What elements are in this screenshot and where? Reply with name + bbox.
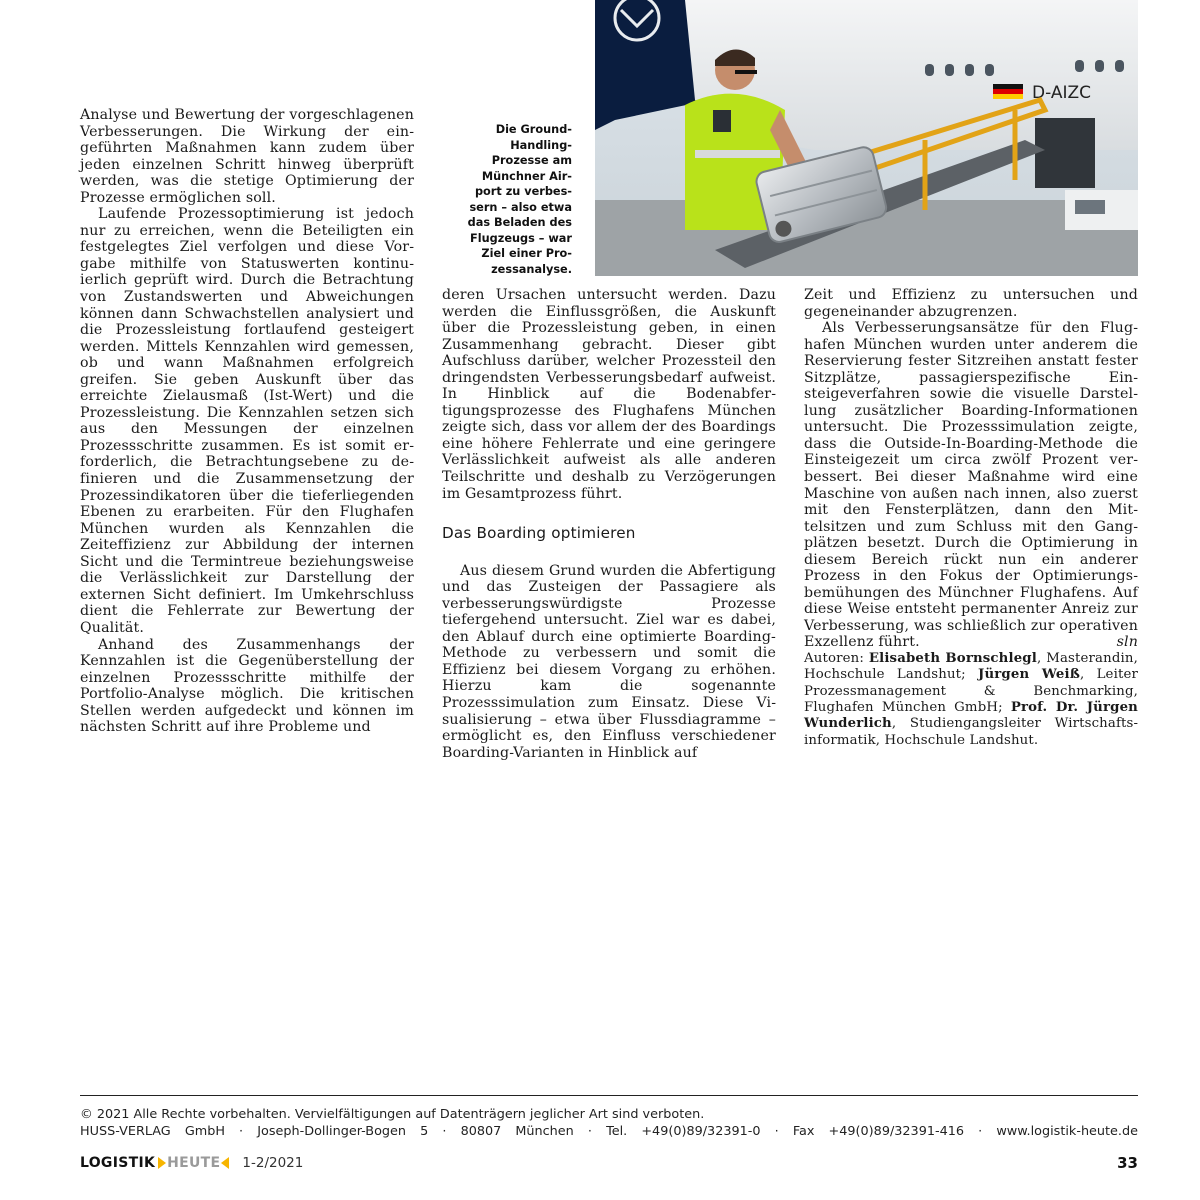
footer-divider <box>80 1095 1138 1096</box>
ground-handling-photo <box>595 0 1138 276</box>
caption-line: zessanalyse. <box>491 262 572 276</box>
caption-line: Die Ground- <box>495 123 572 136</box>
paragraph: deren Ursachen untersucht werden. Dazu werden die Einflussgrößen, die Auskunft über die Prozessleistung geben, in einen Zusammenhang gebracht. Dieser gibt Aufschluss darüber, welcher Prozessteil den dringendsten Verbesserungsbedarf aufweist. In Hinblick auf die Bodenabfertigungsprozesse des Flughafens München zeigte sich, dass vor allem der des Boardings eine höhere Fehlerrate und eine geringere Verlässlichkeit aufweist als alle anderen Teilschritte und deshalb zu Verzögerungen im Gesamtprozess führt. <box>442 287 776 502</box>
caption-line: port zu verbes- <box>474 185 572 198</box>
caption-line: sern – also etwa <box>469 200 572 214</box>
author-name: Elisabeth Bornschlegl <box>868 651 1037 667</box>
paragraph-text: Als Verbesserungsansätze für den Flughafen München wurden unter anderem die Reservierung fester Sitzreihen anstatt fester Sitzplätze, passagierspezifische Einsteigeverfahren sowie die visuelle Darstellung zusätzlicher Boarding-Informationen untersucht. Die Prozesssimulation zeigte, dass die Outside-In-Boarding-Methode die Einsteigezeit um circa zwölf Prozent verbessert. Bei dieser Maßnahme wird eine Maschine von außen nach innen, also zuerst mit den Fensterplätzen, dann den Mittelsitzen und zum Schluss mit den Gangplätzen besetzt. Durch die Optimierung in diesem Bereich rückt nun ein anderer Prozess in den Fokus der Optimierungsbemühungen des Münchner Flughafens. Auf diese Weise entsteht permanenter Anreiz zur Verbesserung, was schließlich zur operativen Exzellenz führt. <box>804 320 1138 651</box>
paragraph: Analyse und Bewertung der vorgeschlagenen Verbesserungen. Die Wirkung der eingeführten Maßnahmen kann zudem über jeden einzelnen Schritt hinweg überprüft werden, was die stetige Optimierung der Prozesse ermöglichen soll. <box>80 107 414 206</box>
brand-arrow-right-icon <box>158 1157 166 1169</box>
paragraph: Laufende Prozessoptimierung ist jedoch nur zu erreichen, wenn die Beteiligten ein festgelegtes Ziel verfolgen und diese Vorgabe mithilfe von Statuswerten kontinuierlich geprüft wird. Durch die Betrachtung von Zustandswerten und Abweichungen können dann Schwachstellen analysiert und die Prozessleistung fortlaufend gesteigert werden. Mittels Kennzahlen wird gemessen, ob und wann Maßnahmen erfolgreich greifen. Sie geben Auskunft über das erreichte Zielausmaß (Ist-Wert) und die Prozessleistung. Die Kennzahlen setzen sich aus den Messungen der einzelnen Prozessschritte zusammen. Es ist somit erforderlich, die Betrachtungsebene zu definieren und die Zusammensetzung der Prozessindikatoren über die tieferliegenden Ebenen zu erarbeiten. Für den Flughafen München wurden als Kennzahlen die Zeiteffizienz zur Abbildung der internen Sicht und die Termintreue beziehungsweise die Verlässlichkeit zur Darstellung der externen Sicht definiert. Im Umkehrschluss dient die Fehlerrate zur Bewertung der Qualität. <box>80 206 414 636</box>
author-role: , Leiter Prozessmanagement & Benchmarking, Flughafen München GmbH; <box>804 667 1138 715</box>
caption-line: das Beladen des <box>467 216 572 229</box>
author-role: , Masterandin, Hochschule Landshut; <box>804 651 1138 683</box>
caption-line: Handling- <box>510 138 572 152</box>
issue-number: 1-2/2021 <box>242 1155 304 1171</box>
paragraph: Zeit und Effizienz zu untersuchen und gegeneinander abzugrenzen. <box>804 287 1138 320</box>
brand-arrow-left-icon <box>221 1157 229 1169</box>
caption-line: Flugzeugs – war <box>470 231 572 245</box>
brand-logistik: LOGISTIK <box>80 1155 156 1171</box>
magazine-brand <box>80 1155 303 1171</box>
paragraph: Aus diesem Grund wurden die Abfertigung und das Zusteigen der Passagiere als verbesserungswürdigste Prozesse tiefergehend untersucht. Ziel war es dabei, den Ablauf durch eine optimierte Boarding-Methode zu verbessern und somit die Effizienz bei diesem Vorgang zu erhöhen. Hierzu kam die sogenannte Prozesssimulation zum Einsatz. Diese Visualisierung – etwa über Flussdiagramme – ermöglicht es, den Einfluss verschiedener Boarding-Varianten in Hinblick auf <box>442 562 776 761</box>
copyright-block <box>80 1106 1138 1140</box>
author-signature: sln <box>1116 634 1138 651</box>
caption-line: Münchner Air- <box>481 169 572 183</box>
photo-caption <box>450 122 572 277</box>
caption-line: Ziel einer Pro- <box>481 247 572 260</box>
authors-prefix: Autoren: <box>804 651 869 667</box>
author-name: Jürgen Weiß <box>978 667 1080 683</box>
author-credits <box>804 651 1138 749</box>
publisher-info: HUSS-VERLAG GmbH · Joseph-Dollinger-Bogen 5 · 80807 München · Tel. +49(0)89/32391-0 · Fax +49(0)89/32391-416 · www.logistik-heute.de <box>80 1124 1138 1139</box>
copyright-notice: © 2021 Alle Rechte vorbehalten. Vervielfältigungen auf Datenträgern jeglicher Art sind verboten. <box>80 1107 705 1122</box>
author-role: , Studiengangsleiter Wirtschaftsinformatik, Hochschule Landshut. <box>804 716 1138 748</box>
brand-heute: HEUTE <box>167 1155 221 1171</box>
author-name: Prof. Dr. Jürgen Wunderlich <box>804 699 1138 732</box>
section-heading: Das Boarding optimieren <box>442 524 636 543</box>
text-column-3 <box>804 287 1138 749</box>
caption-line: Prozesse am <box>491 154 572 167</box>
paragraph <box>804 320 1138 651</box>
svg-text:D-AIZC: D-AIZC <box>1032 83 1092 103</box>
page-number: 33 <box>1117 1154 1138 1172</box>
text-column-2 <box>442 287 776 761</box>
paragraph: Anhand des Zusammenhangs der Kennzahlen ist die Gegenüberstellung der einzelnen Prozessschritte mithilfe der Portfolio-Analyse möglich. Die kritischen Stellen werden aufgedeckt und können im nächsten Schritt auf ihre Probleme und <box>80 636 414 736</box>
text-column-1 <box>80 107 414 736</box>
